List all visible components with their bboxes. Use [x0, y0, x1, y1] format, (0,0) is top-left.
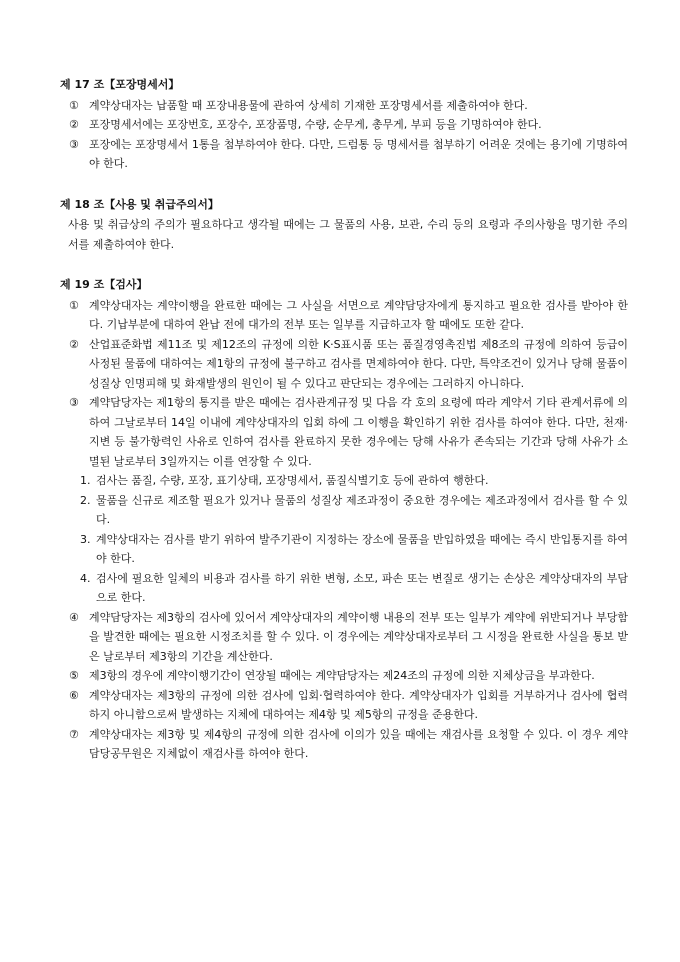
paragraph-number: ④	[69, 610, 79, 624]
article-18	[60, 195, 628, 255]
paragraph-text: 계약상대자는 제3항 및 제4항의 규정에 의한 검사에 이의가 있을 때에는 재검사를 요청할 수 있다. 이 경우 계약담당공무원은 지체없이 재검사를 하여야 한다.	[89, 727, 628, 760]
paragraph-number: ①	[69, 98, 79, 112]
paragraph	[60, 666, 628, 686]
paragraph-text: 산업표준화법 제11조 및 제12조의 규정에 의한 K·S표시품 또는 품질경영촉진법 제8조의 규정에 의하여 등급이 사정된 물품에 대하여는 제1항의 규정에 불구하고 검사를 면제하여야 한다. 다만, 특약조건이 있거나 당해 물품이 성질상 인명피해 및 화재발생의 원인이 될 수 있다고 판단되는 경우에는 그러하지 아니하다.	[89, 337, 628, 390]
list-item	[60, 530, 628, 569]
paragraph-number: ⑦	[69, 727, 79, 741]
list-item	[60, 471, 628, 491]
paragraph-text: 계약상대자는 납품할 때 포장내용물에 관하여 상세히 기재한 포장명세서를 제출하여야 한다.	[89, 98, 528, 112]
item-number: 3.	[80, 532, 91, 546]
paragraph-number: ①	[69, 298, 79, 312]
paragraph-text: 계약담당자는 제3항의 검사에 있어서 계약상대자의 계약이행 내용의 전부 또는 일부가 계약에 위반되거나 부당함을 발견한 때에는 필요한 시정조치를 할 수 있다. 이 경우에는 계약상대자로부터 그 시정을 완료한 사실을 통보 받은 날로부터 제3항의 기간을 계산한다.	[89, 610, 628, 663]
paragraph	[60, 686, 628, 725]
paragraph-text: 제3항의 경우에 계약이행기간이 연장될 때에는 계약담당자는 제24조의 규정에 의한 지체상금을 부과한다.	[89, 669, 595, 682]
paragraph-number: ②	[69, 337, 79, 351]
article-body: 사용 및 취급상의 주의가 필요하다고 생각될 때에는 그 물품의 사용, 보관, 수리 등의 요령과 주의사항을 명기한 주의서를 제출하여야 한다.	[68, 218, 628, 251]
paragraph	[60, 115, 628, 135]
paragraph-text: 계약담당자는 제1항의 통지를 받은 때에는 검사관계규정 및 다음 각 호의 요령에 따라 계약서 기타 관계서류에 의하여 그날로부터 14일 이내에 계약상대자의 입회 하에 그 이행을 확인하기 위한 검사를 하여야 한다. 다만, 천재·지변 등 불가항력인 사유로 인하여 검사를 완료하지 못한 경우에는 당해 사유가 존속되는 기간과 당해 사유가 소멸된 날로부터 3일까지는 이를 연장할 수 있다.	[89, 396, 628, 468]
item-text: 검사는 품질, 수량, 포장, 표기상태, 포장명세서, 품질식별기호 등에 관하여 행한다.	[96, 474, 489, 487]
article-title: 제 18 조【사용 및 취급주의서】	[60, 197, 219, 211]
paragraph	[60, 96, 628, 116]
article-19	[60, 275, 628, 764]
item-number: 4.	[80, 571, 91, 585]
paragraph-number: ③	[69, 137, 79, 151]
article-title: 제 17 조【포장명세서】	[60, 78, 180, 91]
list-item	[60, 569, 628, 608]
article-title: 제 19 조【검사】	[60, 278, 148, 291]
list-item	[60, 491, 628, 530]
item-number: 1.	[80, 474, 91, 487]
paragraph-text: 포장명세서에는 포장번호, 포장수, 포장품명, 수량, 순무게, 총무게, 부피 등을 기명하여야 한다.	[89, 118, 542, 131]
paragraph-number: ②	[69, 118, 79, 131]
paragraph	[60, 296, 628, 335]
item-text: 계약상대자는 검사를 받기 위하여 발주기관이 지정하는 장소에 물품을 반입하였을 때에는 즉시 반입통지를 하여야 한다.	[96, 532, 628, 565]
paragraph-number: ③	[69, 396, 79, 409]
paragraph-number: ⑥	[69, 688, 79, 702]
paragraph-text: 계약상대자는 제3항의 규정에 의한 검사에 입회·협력하여야 한다. 계약상대자가 입회를 거부하거나 검사에 협력하지 아니함으로써 발생하는 지체에 대하여는 제4항 및 제5항의 규정을 준용한다.	[89, 688, 628, 721]
paragraph	[60, 335, 628, 394]
paragraph-number: ⑤	[69, 669, 79, 682]
article-17	[60, 75, 628, 174]
document-page	[60, 75, 628, 785]
paragraph	[60, 725, 628, 764]
paragraph	[60, 135, 628, 174]
paragraph-text: 포장에는 포장명세서 1통을 첨부하여야 한다. 다만, 드럼통 등 명세서를 첨부하기 어려운 것에는 용기에 기명하여야 한다.	[89, 137, 628, 170]
item-text: 검사에 필요한 일체의 비용과 검사를 하기 위한 변형, 소모, 파손 또는 변질로 생기는 손상은 계약상대자의 부담으로 한다.	[96, 571, 628, 604]
item-number: 2.	[80, 493, 91, 507]
paragraph	[60, 393, 628, 471]
paragraph-text: 계약상대자는 계약이행을 완료한 때에는 그 사실을 서면으로 계약담당자에게 통지하고 필요한 검사를 받아야 한다. 기납부분에 대하여 완납 전에 대가의 전부 또는 일부를 지급하고자 할 때에도 또한 같다.	[89, 298, 628, 331]
paragraph	[60, 608, 628, 667]
item-text: 물품을 신규로 제조할 필요가 있거나 물품의 성질상 제조과정이 중요한 경우에는 제조과정에서 검사를 할 수 있다.	[96, 493, 628, 526]
